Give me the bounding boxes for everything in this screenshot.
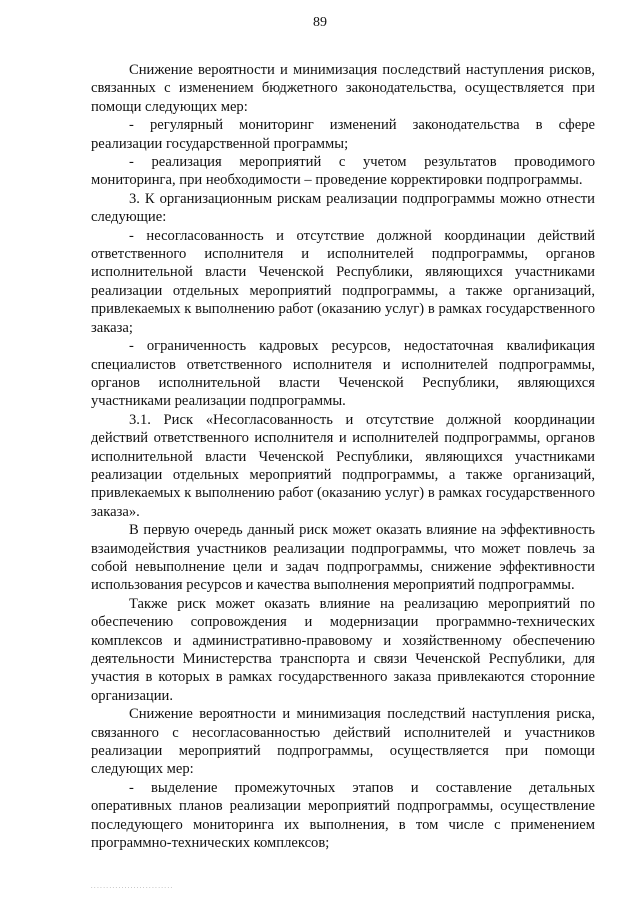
page-number: 89	[313, 15, 327, 30]
paragraph: В первую очередь данный риск может оказать влияние на эффективность взаимодействия участников реализации подпрограммы, что может повлечь за собой невыполнение цели и задач подпрограммы, снижение эффективности использования ресурсов и качества выполнения мероприятий подпрограммы.	[91, 522, 595, 594]
paragraph: 3.1. Риск «Несогласованность и отсутствие должной координации действий ответственного исполнителя и исполнителей подпрограммы, органов исполнительной власти Чеченской Республики, являющихся участниками реализации отдельных мероприятий подпрограммы, а также организаций, привлекаемых к выполнению работ (оказанию услуг) в рамках государственного заказа».	[91, 411, 595, 520]
footer-watermark: · · · · · · · · · · · · · · · · · · · · · · · · · · ·	[91, 885, 173, 891]
list-item: - выделение промежуточных этапов и составление детальных оперативных планов реализации мероприятий подпрограммы, осуществление последующего мониторинга их выполнения, в том числе с применением программно-технических комплексов;	[91, 779, 595, 852]
list-item: - реализация мероприятий с учетом результатов проводимого мониторинга, при необходимости – проведение корректировки подпрограммы.	[91, 154, 595, 189]
list-item: - ограниченность кадровых ресурсов, недостаточная квалификация специалистов ответственного исполнителя и исполнителей подпрограммы, органов исполнительной власти Чеченской Республики, являющихся участниками реализации подпрограммы.	[91, 338, 595, 410]
paragraph: 3. К организационным рискам реализации подпрограммы можно отнести следующие:	[91, 190, 595, 226]
list-item: - несогласованность и отсутствие должной координации действий ответственного исполнителя и исполнителей подпрограммы, органов исполнительной власти Чеченской Республики, являющихся участниками реализации отдельных мероприятий подпрограммы, а также организаций, привлекаемых к выполнению работ (оказанию услуг) в рамках государственного заказа;	[91, 227, 595, 336]
body-text	[91, 61, 595, 852]
paragraph: Снижение вероятности и минимизация последствий наступления риска, связанного с несогласованностью действий исполнителей и участников реализации мероприятий подпрограммы, осуществляется при помощи следующих мер:	[91, 706, 595, 778]
list-item: - регулярный мониторинг изменений законодательства в сфере реализации государственной программы;	[91, 117, 595, 152]
paragraph: Также риск может оказать влияние на реализацию мероприятий по обеспечению сопровождения и модернизации программно-технических комплексов и административно-правовому и хозяйственному обеспечению деятельности Министерства транспорта и связи Чеченской Республики, для участия в которых в рамках государственного заказа привлекаются сторонние организации.	[91, 595, 595, 704]
paragraph: Снижение вероятности и минимизация последствий наступления рисков, связанных с изменением бюджетного законодательства, осуществляется при помощи следующих мер:	[91, 62, 595, 115]
